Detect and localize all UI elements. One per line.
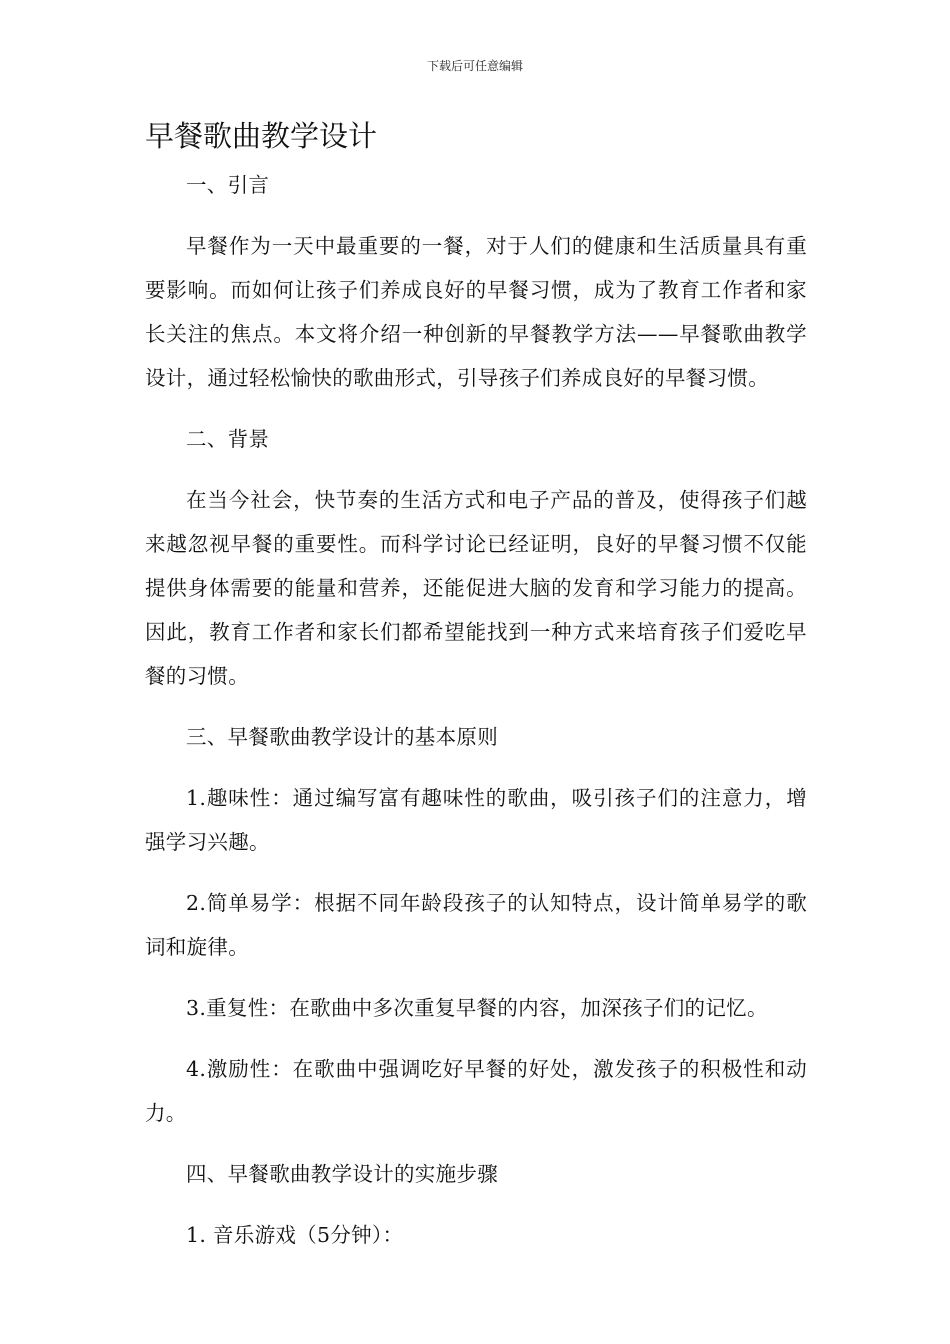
list-item-principle-3: 3.重复性：在歌曲中多次重复早餐的内容，加深孩子们的记忆。 (186, 996, 768, 1020)
document-title: 早餐歌曲教学设计 (145, 119, 378, 153)
paragraph-background: 在当今社会，快节奏的生活方式和电子产品的普及，使得孩子们越来越忽视早餐的重要性。而科学讨论已经证明，良好的早餐习惯不仅能提供身体需要的能量和营养，还能促进大脑的发育和学习能力的提高。因此，教育工作者和家长们都希望能找到一种方式来培育孩子们爱吃早餐的习惯。 (145, 488, 807, 688)
paragraph-introduction: 早餐作为一天中最重要的一餐，对于人们的健康和生活质量具有重要影响。而如何让孩子们养成良好的早餐习惯，成为了教育工作者和家长关注的焦点。本文将介绍一种创新的早餐教学方法——早餐歌曲教学设计，通过轻松愉快的歌曲形式，引导孩子们养成良好的早餐习惯。 (145, 234, 807, 390)
document-body (145, 163, 807, 1257)
list-item-step-1: 1. 音乐游戏（5分钟）： (186, 1223, 404, 1247)
section-heading-steps: 四、早餐歌曲教学设计的实施步骤 (186, 1162, 498, 1186)
list-item-principle-1: 1.趣味性：通过编写富有趣味性的歌曲，吸引孩子们的注意力，增强学习兴趣。 (145, 786, 807, 854)
section-heading-background: 二、背景 (186, 427, 270, 451)
section-heading-principles: 三、早餐歌曲教学设计的基本原则 (186, 725, 498, 749)
section-heading-introduction: 一、引言 (186, 173, 270, 197)
list-item-principle-4: 4.激励性：在歌曲中强调吃好早餐的好处，激发孩子的积极性和动力。 (145, 1057, 807, 1125)
list-item-principle-2: 2.简单易学：根据不同年龄段孩子的认知特点，设计简单易学的歌词和旋律。 (145, 891, 807, 959)
page-header-note: 下载后可任意编辑 (426, 59, 523, 73)
